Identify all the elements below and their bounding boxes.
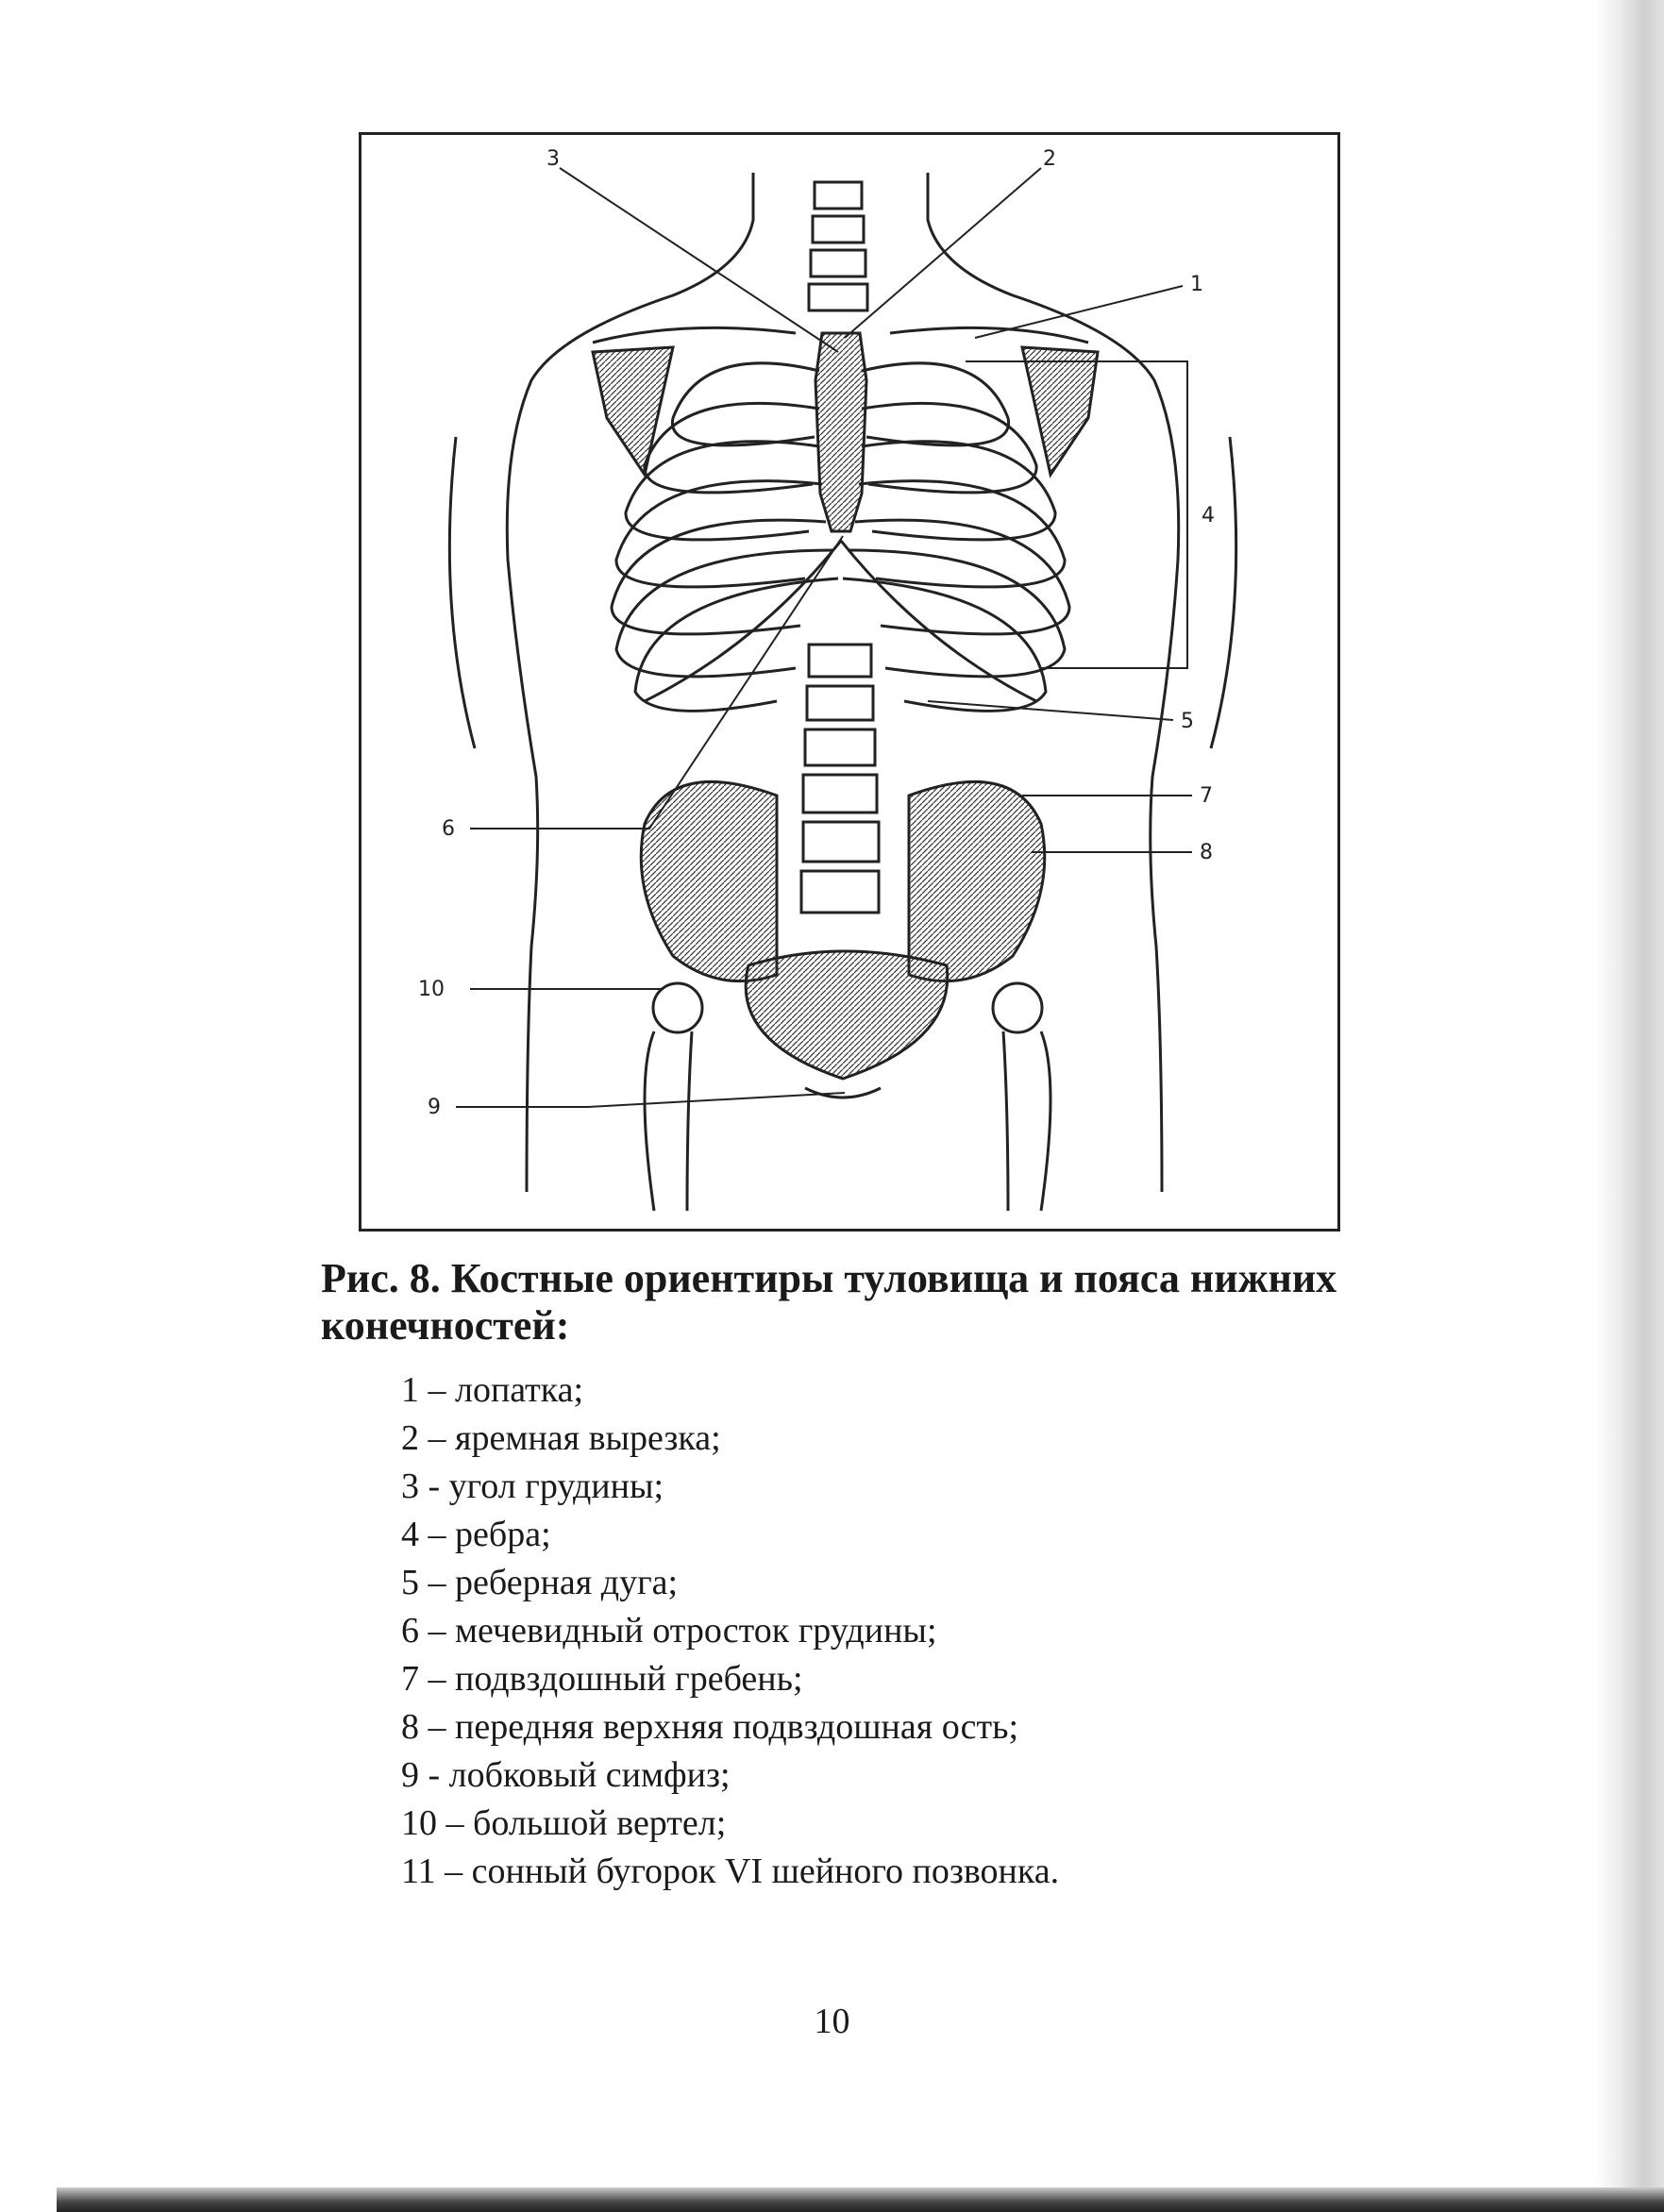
callout-9: 9 — [428, 1096, 441, 1119]
callout-line-2 — [845, 168, 1041, 338]
legend-item: 7 – подвздошный гребень; — [401, 1659, 803, 1699]
femur-head-right — [993, 983, 1042, 1032]
page-shadow-bottom — [57, 2187, 1664, 2212]
legend-item: 1 – лопатка; — [401, 1370, 584, 1410]
sternum — [815, 333, 866, 531]
spine — [801, 182, 879, 913]
callout-2: 2 — [1043, 147, 1056, 171]
femur-right — [1003, 1031, 1051, 1211]
legend-item: 6 – мечевидный отросток грудины; — [401, 1611, 937, 1651]
skeleton-illustration — [361, 135, 1337, 1229]
callout-4: 4 — [1202, 504, 1215, 528]
page-shadow-right — [1595, 0, 1664, 2212]
figure-caption-title: Рис. 8. Костные ориентиры туловища и пояса нижних конечностей: — [321, 1255, 1337, 1349]
callout-10: 10 — [418, 978, 445, 1001]
legend-item: 8 – передняя верхняя подвздошная ость; — [401, 1707, 1018, 1747]
legend-item: 4 – ребра; — [401, 1515, 551, 1554]
legend-item: 3 - угол грудины; — [401, 1466, 664, 1506]
legend-item: 11 – сонный бугорок VI шейного позвонка. — [401, 1852, 1060, 1891]
scapula-left — [593, 347, 673, 475]
legend-item: 2 – яремная вырезка; — [401, 1418, 721, 1458]
femur-head-left — [653, 983, 702, 1032]
callout-line-9 — [456, 1093, 845, 1107]
skeleton-figure — [359, 132, 1340, 1232]
arm-right — [1211, 437, 1236, 748]
callout-7: 7 — [1200, 784, 1213, 808]
legend-item: 9 - лобковый симфиз; — [401, 1755, 731, 1795]
clavicle-left — [593, 327, 796, 343]
callout-8: 8 — [1200, 841, 1213, 864]
callout-5: 5 — [1181, 710, 1194, 733]
ribs-right — [843, 363, 1069, 712]
arm-left — [449, 437, 475, 748]
iliac-right — [909, 781, 1045, 980]
callout-3: 3 — [546, 147, 560, 171]
figure-legend — [401, 1366, 1487, 1896]
body-outline-right — [928, 173, 1179, 1192]
body-outline-left — [507, 173, 753, 1192]
page-number: 10 — [814, 2002, 850, 2041]
callout-1: 1 — [1190, 273, 1203, 296]
legend-item: 10 – большой вертел; — [401, 1803, 727, 1843]
callout-6: 6 — [442, 817, 455, 841]
pelvic-inlet — [746, 951, 948, 1079]
femur-left — [645, 1031, 692, 1211]
legend-item: 5 – реберная дуга; — [401, 1563, 679, 1602]
